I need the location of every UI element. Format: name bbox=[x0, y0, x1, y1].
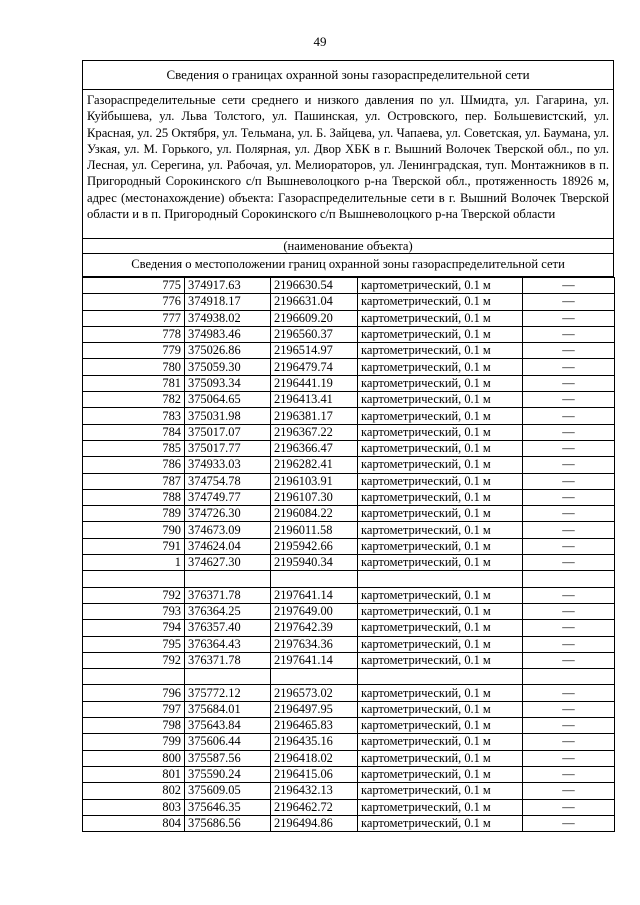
point-number-cell: 783 bbox=[83, 408, 185, 424]
error-cell: — bbox=[523, 392, 615, 408]
y-coordinate-cell: 2196631.04 bbox=[271, 294, 358, 310]
method-cell: картометрический, 0.1 м bbox=[358, 620, 523, 636]
point-number-cell: 804 bbox=[83, 815, 185, 831]
method-cell: картометрический, 0.1 м bbox=[358, 506, 523, 522]
point-number-cell: 784 bbox=[83, 424, 185, 440]
point-number-cell: 779 bbox=[83, 343, 185, 359]
empty-cell bbox=[185, 669, 271, 685]
y-coordinate-cell: 2196366.47 bbox=[271, 440, 358, 456]
error-cell: — bbox=[523, 326, 615, 342]
error-cell: — bbox=[523, 652, 615, 668]
x-coordinate-cell: 374754.78 bbox=[185, 473, 271, 489]
error-cell: — bbox=[523, 603, 615, 619]
x-coordinate-cell: 376357.40 bbox=[185, 620, 271, 636]
x-coordinate-cell: 374918.17 bbox=[185, 294, 271, 310]
point-number-cell: 803 bbox=[83, 799, 185, 815]
error-cell: — bbox=[523, 766, 615, 782]
point-number-cell: 789 bbox=[83, 506, 185, 522]
y-coordinate-cell: 2197634.36 bbox=[271, 636, 358, 652]
x-coordinate-cell: 375646.35 bbox=[185, 799, 271, 815]
y-coordinate-cell: 2196432.13 bbox=[271, 783, 358, 799]
empty-cell bbox=[83, 669, 185, 685]
table-row bbox=[83, 375, 615, 391]
error-cell: — bbox=[523, 375, 615, 391]
method-cell: картометрический, 0.1 м bbox=[358, 555, 523, 571]
y-coordinate-cell: 2196435.16 bbox=[271, 734, 358, 750]
y-coordinate-cell: 2196630.54 bbox=[271, 278, 358, 294]
point-number-cell: 802 bbox=[83, 783, 185, 799]
x-coordinate-cell: 376364.43 bbox=[185, 636, 271, 652]
error-cell: — bbox=[523, 408, 615, 424]
table-row bbox=[83, 620, 615, 636]
error-cell: — bbox=[523, 538, 615, 554]
empty-cell bbox=[358, 571, 523, 587]
table-row bbox=[83, 587, 615, 603]
table-spacer-row bbox=[83, 669, 615, 685]
table-row bbox=[83, 701, 615, 717]
table-row bbox=[83, 783, 615, 799]
table-row bbox=[83, 359, 615, 375]
point-number-cell: 798 bbox=[83, 718, 185, 734]
y-coordinate-cell: 2195940.34 bbox=[271, 555, 358, 571]
method-cell: картометрический, 0.1 м bbox=[358, 457, 523, 473]
method-cell: картометрический, 0.1 м bbox=[358, 636, 523, 652]
error-cell: — bbox=[523, 718, 615, 734]
method-cell: картометрический, 0.1 м bbox=[358, 343, 523, 359]
empty-cell bbox=[271, 669, 358, 685]
table-row bbox=[83, 440, 615, 456]
y-coordinate-cell: 2196084.22 bbox=[271, 506, 358, 522]
point-number-cell: 782 bbox=[83, 392, 185, 408]
point-number-cell: 792 bbox=[83, 652, 185, 668]
x-coordinate-cell: 374624.04 bbox=[185, 538, 271, 554]
empty-cell bbox=[83, 571, 185, 587]
y-coordinate-cell: 2196107.30 bbox=[271, 489, 358, 505]
method-cell: картометрический, 0.1 м bbox=[358, 685, 523, 701]
point-number-cell: 796 bbox=[83, 685, 185, 701]
y-coordinate-cell: 2196465.83 bbox=[271, 718, 358, 734]
y-coordinate-cell: 2196479.74 bbox=[271, 359, 358, 375]
point-number-cell: 800 bbox=[83, 750, 185, 766]
table-row bbox=[83, 326, 615, 342]
y-coordinate-cell: 2196011.58 bbox=[271, 522, 358, 538]
method-cell: картометрический, 0.1 м bbox=[358, 522, 523, 538]
y-coordinate-cell: 2196560.37 bbox=[271, 326, 358, 342]
table-row bbox=[83, 424, 615, 440]
y-coordinate-cell: 2196441.19 bbox=[271, 375, 358, 391]
x-coordinate-cell: 376371.78 bbox=[185, 587, 271, 603]
x-coordinate-cell: 374917.63 bbox=[185, 278, 271, 294]
x-coordinate-cell: 375609.05 bbox=[185, 783, 271, 799]
method-cell: картометрический, 0.1 м bbox=[358, 375, 523, 391]
point-number-cell: 780 bbox=[83, 359, 185, 375]
y-coordinate-cell: 2196415.06 bbox=[271, 766, 358, 782]
y-coordinate-cell: 2196413.41 bbox=[271, 392, 358, 408]
table-row bbox=[83, 294, 615, 310]
table-row bbox=[83, 310, 615, 326]
error-cell: — bbox=[523, 799, 615, 815]
empty-cell bbox=[185, 571, 271, 587]
method-cell: картометрический, 0.1 м bbox=[358, 701, 523, 717]
method-cell: картометрический, 0.1 м bbox=[358, 278, 523, 294]
point-number-cell: 801 bbox=[83, 766, 185, 782]
table-row bbox=[83, 408, 615, 424]
error-cell: — bbox=[523, 636, 615, 652]
point-number-cell: 799 bbox=[83, 734, 185, 750]
table-row bbox=[83, 766, 615, 782]
y-coordinate-cell: 2196381.17 bbox=[271, 408, 358, 424]
y-coordinate-cell: 2196367.22 bbox=[271, 424, 358, 440]
section-title: Сведения о границах охранной зоны газораспределительной сети bbox=[83, 61, 613, 90]
x-coordinate-cell: 374673.09 bbox=[185, 522, 271, 538]
table-row bbox=[83, 555, 615, 571]
method-cell: картометрический, 0.1 м bbox=[358, 359, 523, 375]
y-coordinate-cell: 2196282.41 bbox=[271, 457, 358, 473]
point-number-cell: 776 bbox=[83, 294, 185, 310]
point-number-cell: 794 bbox=[83, 620, 185, 636]
error-cell: — bbox=[523, 457, 615, 473]
method-cell: картометрический, 0.1 м bbox=[358, 587, 523, 603]
method-cell: картометрический, 0.1 м bbox=[358, 603, 523, 619]
point-number-cell: 795 bbox=[83, 636, 185, 652]
table-row bbox=[83, 603, 615, 619]
table-row bbox=[83, 815, 615, 831]
error-cell: — bbox=[523, 440, 615, 456]
y-coordinate-cell: 2196103.91 bbox=[271, 473, 358, 489]
table-row bbox=[83, 718, 615, 734]
empty-cell bbox=[271, 571, 358, 587]
error-cell: — bbox=[523, 685, 615, 701]
method-cell: картометрический, 0.1 м bbox=[358, 473, 523, 489]
table-row bbox=[83, 473, 615, 489]
table-row bbox=[83, 489, 615, 505]
table-row bbox=[83, 799, 615, 815]
y-coordinate-cell: 2196494.86 bbox=[271, 815, 358, 831]
point-number-cell: 786 bbox=[83, 457, 185, 473]
method-cell: картометрический, 0.1 м bbox=[358, 489, 523, 505]
coordinates-table-body bbox=[83, 278, 615, 832]
error-cell: — bbox=[523, 278, 615, 294]
error-cell: — bbox=[523, 815, 615, 831]
error-cell: — bbox=[523, 620, 615, 636]
method-cell: картометрический, 0.1 м bbox=[358, 392, 523, 408]
error-cell: — bbox=[523, 783, 615, 799]
error-cell: — bbox=[523, 359, 615, 375]
x-coordinate-cell: 374933.03 bbox=[185, 457, 271, 473]
x-coordinate-cell: 376371.78 bbox=[185, 652, 271, 668]
y-coordinate-cell: 2195942.66 bbox=[271, 538, 358, 554]
y-coordinate-cell: 2196462.72 bbox=[271, 799, 358, 815]
x-coordinate-cell: 375590.24 bbox=[185, 766, 271, 782]
x-coordinate-cell: 375686.56 bbox=[185, 815, 271, 831]
x-coordinate-cell: 375017.77 bbox=[185, 440, 271, 456]
error-cell: — bbox=[523, 310, 615, 326]
method-cell: картометрический, 0.1 м bbox=[358, 815, 523, 831]
point-number-cell: 785 bbox=[83, 440, 185, 456]
table-row bbox=[83, 652, 615, 668]
error-cell: — bbox=[523, 734, 615, 750]
y-coordinate-cell: 2196497.95 bbox=[271, 701, 358, 717]
x-coordinate-cell: 375017.07 bbox=[185, 424, 271, 440]
point-number-cell: 778 bbox=[83, 326, 185, 342]
error-cell: — bbox=[523, 587, 615, 603]
method-cell: картометрический, 0.1 м bbox=[358, 766, 523, 782]
point-number-cell: 792 bbox=[83, 587, 185, 603]
x-coordinate-cell: 374983.46 bbox=[185, 326, 271, 342]
method-cell: картометрический, 0.1 м bbox=[358, 799, 523, 815]
point-number-cell: 788 bbox=[83, 489, 185, 505]
y-coordinate-cell: 2197641.14 bbox=[271, 652, 358, 668]
zone-info-frame bbox=[82, 60, 614, 277]
method-cell: картометрический, 0.1 м bbox=[358, 750, 523, 766]
error-cell: — bbox=[523, 294, 615, 310]
error-cell: — bbox=[523, 473, 615, 489]
y-coordinate-cell: 2196514.97 bbox=[271, 343, 358, 359]
error-cell: — bbox=[523, 750, 615, 766]
method-cell: картометрический, 0.1 м bbox=[358, 424, 523, 440]
y-coordinate-cell: 2196418.02 bbox=[271, 750, 358, 766]
point-number-cell: 797 bbox=[83, 701, 185, 717]
table-row bbox=[83, 278, 615, 294]
x-coordinate-cell: 375093.34 bbox=[185, 375, 271, 391]
y-coordinate-cell: 2196609.20 bbox=[271, 310, 358, 326]
x-coordinate-cell: 375026.86 bbox=[185, 343, 271, 359]
x-coordinate-cell: 375059.30 bbox=[185, 359, 271, 375]
point-number-cell: 1 bbox=[83, 555, 185, 571]
method-cell: картометрический, 0.1 м bbox=[358, 326, 523, 342]
y-coordinate-cell: 2196573.02 bbox=[271, 685, 358, 701]
point-number-cell: 790 bbox=[83, 522, 185, 538]
x-coordinate-cell: 375684.01 bbox=[185, 701, 271, 717]
point-number-cell: 775 bbox=[83, 278, 185, 294]
point-number-cell: 781 bbox=[83, 375, 185, 391]
table-row bbox=[83, 538, 615, 554]
point-number-cell: 791 bbox=[83, 538, 185, 554]
coordinates-table bbox=[82, 277, 615, 832]
table-row bbox=[83, 636, 615, 652]
x-coordinate-cell: 374627.30 bbox=[185, 555, 271, 571]
object-description: Газораспределительные сети среднего и низкого давления по ул. Шмидта, ул. Гагарина, ул. Куйбышева, ул. Льва Толстого, ул. Пашинская, ул. Островского, пер. Большевистский, ул. Красная, ул. 25 Октября, ул. Тельмана, ул. Б. Зайцева, ул. Чапаева, ул. Советская, ул. Баумана, ул. Узкая, ул. М. Горького, ул. Полярная, ул. Двор ХБК в г. Вышний Волочек Тверской обл., по ул. Лесная, ул. Серегина, ул. Рабочая, ул. Мелиораторов, ул. Ленинградская, туп. Монтажников в п. Пригородный Сорокинского с/п Вышневолоцкого р-на Тверской обл., протяженность 18926 м, адрес (местонахождение) объекта: Газораспределительные сети в г. Вышний Волочек Тверской области и в п. Пригородный Сорокинского с/п Вышневолоцкого р-на Тверской области bbox=[87, 93, 609, 222]
x-coordinate-cell: 374749.77 bbox=[185, 489, 271, 505]
table-row bbox=[83, 734, 615, 750]
table-spacer-row bbox=[83, 571, 615, 587]
error-cell: — bbox=[523, 489, 615, 505]
method-cell: картометрический, 0.1 м bbox=[358, 408, 523, 424]
table-row bbox=[83, 457, 615, 473]
y-coordinate-cell: 2197649.00 bbox=[271, 603, 358, 619]
error-cell: — bbox=[523, 555, 615, 571]
x-coordinate-cell: 375031.98 bbox=[185, 408, 271, 424]
table-row bbox=[83, 343, 615, 359]
empty-cell bbox=[523, 669, 615, 685]
error-cell: — bbox=[523, 701, 615, 717]
table-row bbox=[83, 685, 615, 701]
method-cell: картометрический, 0.1 м bbox=[358, 440, 523, 456]
x-coordinate-cell: 374726.30 bbox=[185, 506, 271, 522]
method-cell: картометрический, 0.1 м bbox=[358, 294, 523, 310]
x-coordinate-cell: 374938.02 bbox=[185, 310, 271, 326]
empty-cell bbox=[523, 571, 615, 587]
y-coordinate-cell: 2197642.39 bbox=[271, 620, 358, 636]
page-number: 49 bbox=[313, 34, 327, 49]
point-number-cell: 777 bbox=[83, 310, 185, 326]
location-title: Сведения о местоположении границ охранной зоны газораспределительной сети bbox=[131, 257, 565, 271]
x-coordinate-cell: 376364.25 bbox=[185, 603, 271, 619]
table-row bbox=[83, 522, 615, 538]
method-cell: картометрический, 0.1 м bbox=[358, 718, 523, 734]
error-cell: — bbox=[523, 522, 615, 538]
error-cell: — bbox=[523, 343, 615, 359]
table-row bbox=[83, 750, 615, 766]
point-number-cell: 793 bbox=[83, 603, 185, 619]
empty-cell bbox=[358, 669, 523, 685]
method-cell: картометрический, 0.1 м bbox=[358, 652, 523, 668]
x-coordinate-cell: 375606.44 bbox=[185, 734, 271, 750]
table-row bbox=[83, 392, 615, 408]
error-cell: — bbox=[523, 424, 615, 440]
x-coordinate-cell: 375772.12 bbox=[185, 685, 271, 701]
error-cell: — bbox=[523, 506, 615, 522]
method-cell: картометрический, 0.1 м bbox=[358, 734, 523, 750]
method-cell: картометрический, 0.1 м bbox=[358, 783, 523, 799]
y-coordinate-cell: 2197641.14 bbox=[271, 587, 358, 603]
object-caption: (наименование объекта) bbox=[83, 238, 613, 254]
method-cell: картометрический, 0.1 м bbox=[358, 310, 523, 326]
x-coordinate-cell: 375643.84 bbox=[185, 718, 271, 734]
point-number-cell: 787 bbox=[83, 473, 185, 489]
x-coordinate-cell: 375064.65 bbox=[185, 392, 271, 408]
table-row bbox=[83, 506, 615, 522]
x-coordinate-cell: 375587.56 bbox=[185, 750, 271, 766]
method-cell: картометрический, 0.1 м bbox=[358, 538, 523, 554]
